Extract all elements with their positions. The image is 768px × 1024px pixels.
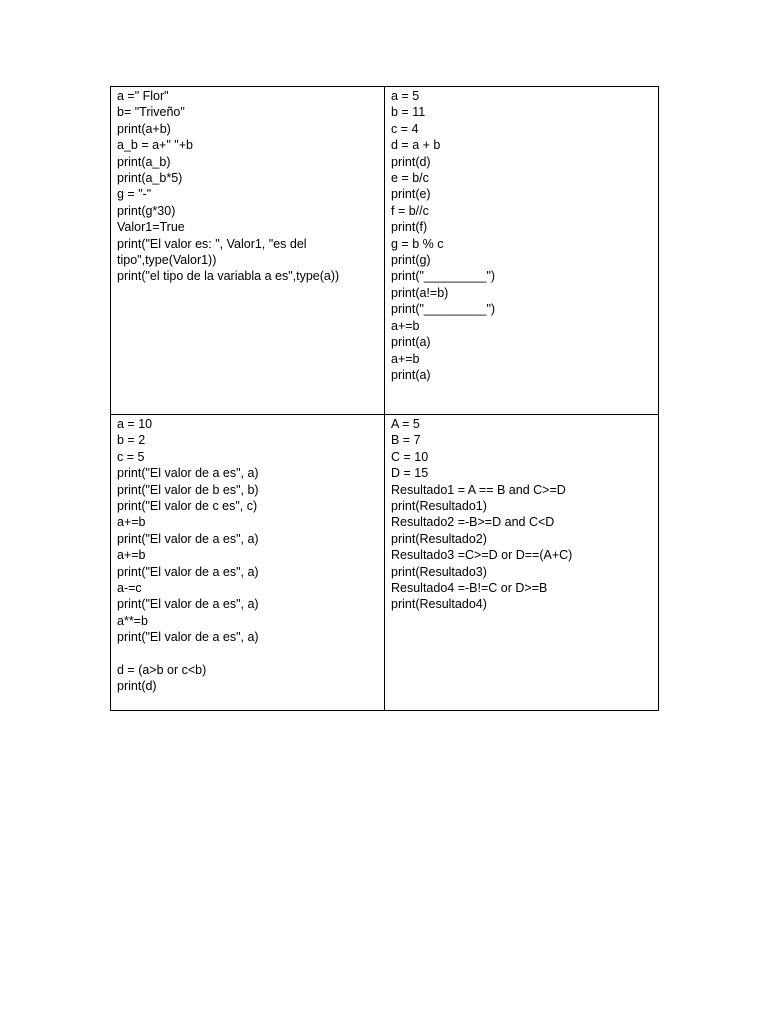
code-line: Resultado3 =C>=D or D==(A+C) (391, 548, 573, 563)
code-line: Resultado4 =-B!=C or D>=B (391, 581, 548, 596)
code-line: print("El valor de a es", a) (117, 597, 259, 612)
code-line: print("El valor de b es", b) (117, 482, 259, 497)
code-line: b = 2 (117, 433, 146, 448)
code-line: a = 5 (391, 89, 420, 103)
code-line: Resultado1 = A == B and C>=D (391, 482, 566, 497)
code-line: print(e) (391, 187, 431, 202)
code-line: g = "-" (117, 187, 152, 202)
code-line: print(d) (117, 679, 157, 694)
code-line: print(a) (391, 367, 431, 382)
code-line: C = 10 (391, 449, 429, 464)
cell-arithmetic (385, 87, 659, 415)
code-line: print(Resultado3) (391, 564, 487, 579)
code-line: print(g*30) (117, 203, 176, 218)
code-line: c = 5 (117, 449, 145, 464)
code-line: print(Resultado1) (391, 499, 487, 514)
code-line: B = 7 (391, 433, 421, 448)
cell-assignment-operators (111, 415, 385, 711)
code-line: Valor1=True (117, 220, 185, 235)
code-line: e = b/c (391, 171, 429, 186)
code-line: print(a+b) (117, 121, 171, 136)
code-line: print("El valor de a es", a) (117, 466, 259, 481)
code-line: b= "Triveño" (117, 105, 185, 120)
code-line: A = 5 (391, 417, 420, 431)
code-line: a+=b (117, 548, 146, 563)
code-line: print("el tipo de la variabla a es",type(a)) (117, 269, 340, 284)
code-exercises-table (110, 86, 659, 711)
code-line: a+=b (117, 515, 146, 530)
code-line: b = 11 (391, 105, 426, 120)
code-line: g = b % c (391, 236, 444, 251)
code-line: d = a + b (391, 138, 441, 153)
code-line: print("El valor de a es", a) (117, 630, 259, 645)
code-line: print("_________") (391, 302, 496, 317)
code-line: f = b//c (391, 203, 429, 218)
code-line: print("El valor es: ", Valor1, "es del (117, 236, 307, 251)
code-line: a+=b (391, 318, 420, 333)
code-line: print(d) (391, 154, 431, 169)
table-row (111, 415, 659, 711)
code-line: print("El valor de c es", c) (117, 499, 258, 514)
code-line: a+=b (391, 351, 420, 366)
code-line: a =" Flor" (117, 89, 169, 103)
code-line: print("_________") (391, 269, 496, 284)
code-line: print(a_b*5) (117, 171, 183, 186)
code-line: tipo",type(Valor1)) (117, 253, 217, 268)
cell-strings-types (111, 87, 385, 415)
code-line: print("El valor de a es", a) (117, 564, 259, 579)
code-line: Resultado2 =-B>=D and C<D (391, 515, 555, 530)
table-row (111, 87, 659, 415)
code-line: a-=c (117, 581, 142, 596)
code-line: c = 4 (391, 121, 419, 136)
cell-logical-operators (385, 415, 659, 711)
code-line: a**=b (117, 613, 148, 628)
code-line: print(f) (391, 220, 428, 235)
code-line: print(Resultado2) (391, 531, 487, 546)
code-line (117, 646, 378, 662)
code-line: print(g) (391, 253, 431, 268)
code-line: d = (a>b or c<b) (117, 663, 207, 678)
code-line: print(a_b) (117, 154, 171, 169)
code-line: print("El valor de a es", a) (117, 531, 259, 546)
code-line: D = 15 (391, 466, 429, 481)
code-line: print(Resultado4) (391, 597, 487, 612)
code-line: a = 10 (117, 417, 153, 431)
code-line: print(a!=b) (391, 285, 449, 300)
code-line: a_b = a+" "+b (117, 138, 193, 153)
code-line: print(a) (391, 335, 431, 350)
